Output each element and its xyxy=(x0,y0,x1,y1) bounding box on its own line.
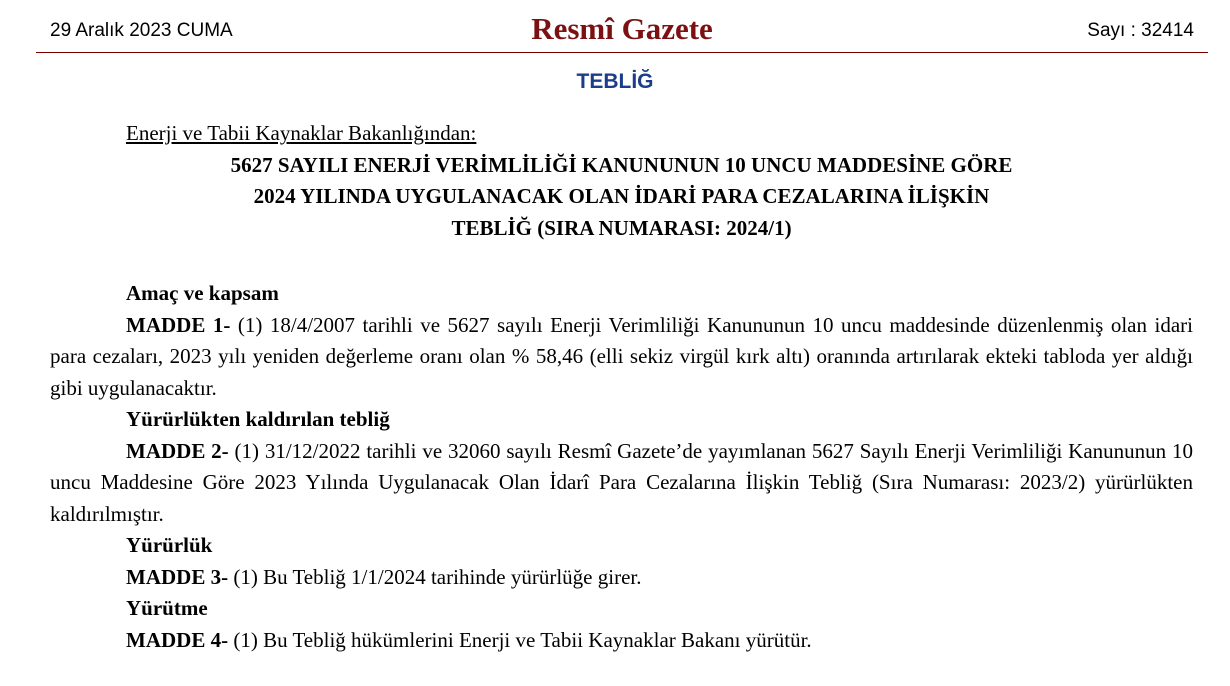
article-heading: Yürürlükten kaldırılan tebliğ xyxy=(126,407,390,431)
regulation-title-line: 5627 SAYILI ENERJİ VERİMLİLİĞİ KANUNUNUN 10 UNCU MADDESİNE GÖRE xyxy=(230,152,1013,177)
article-paragraph xyxy=(50,310,1193,405)
regulation-title xyxy=(50,150,1193,245)
article-heading: Amaç ve kapsam xyxy=(126,281,279,305)
gazette-header xyxy=(36,0,1208,53)
publication-date: 29 Aralık 2023 CUMA xyxy=(50,20,233,41)
regulation-title-line: TEBLİĞ (SIRA NUMARASI: 2024/1) xyxy=(451,215,792,240)
spacer xyxy=(50,244,1193,278)
issue-number: Sayı : 32414 xyxy=(1087,20,1194,41)
regulation-title-line: 2024 YILINDA UYGULANACAK OLAN İDARİ PARA CEZALARINA İLİŞKİN xyxy=(253,184,990,208)
article-paragraph xyxy=(50,625,1193,657)
gazette-title: Resmî Gazete xyxy=(531,11,713,46)
article-text: (1) Bu Tebliğ 1/1/2024 tarihinde yürürlüğe girer. xyxy=(233,564,642,589)
issuing-ministry: Enerji ve Tabii Kaynaklar Bakanlığından: xyxy=(126,121,477,145)
article-text: (1) 18/4/2007 tarihli ve 5627 sayılı Enerji Verimliliği Kanununun 10 uncu maddesinde düzenlenmiş olan idari para cezaları, 2023 yılı yeniden değerleme oranı olan % 58,46 (elli sekiz virgül kırk altı) oranında artırılarak ekteki tabloda yer aldığı gibi uygulanacaktır. xyxy=(50,312,1194,400)
article-label: MADDE 4- xyxy=(126,627,229,652)
article-label: MADDE 1- xyxy=(126,312,231,337)
article-heading: Yürürlük xyxy=(126,533,213,557)
article-heading: Yürütme xyxy=(126,596,208,620)
article-text: (1) 31/12/2022 tarihli ve 32060 sayılı Resmî Gazete’de yayımlanan 5627 Sayılı Enerji Verimliliği Kanununun 10 uncu Maddesine Göre 2023 Yılında Uygulanacak Olan İdarî Para Cezalarına İlişkin Tebliğ (Sıra Numarası: 2023/2) yürürlükten kaldırılmıştır. xyxy=(50,438,1193,526)
section-title: TEBLİĞ xyxy=(576,70,654,93)
article-label: MADDE 2- xyxy=(126,438,229,463)
document-body xyxy=(50,118,1193,656)
article-label: MADDE 3- xyxy=(126,564,229,589)
article-paragraph xyxy=(50,436,1193,531)
article-text: (1) Bu Tebliğ hükümlerini Enerji ve Tabii Kaynaklar Bakanı yürütür. xyxy=(233,627,812,652)
article-paragraph xyxy=(50,562,1193,594)
